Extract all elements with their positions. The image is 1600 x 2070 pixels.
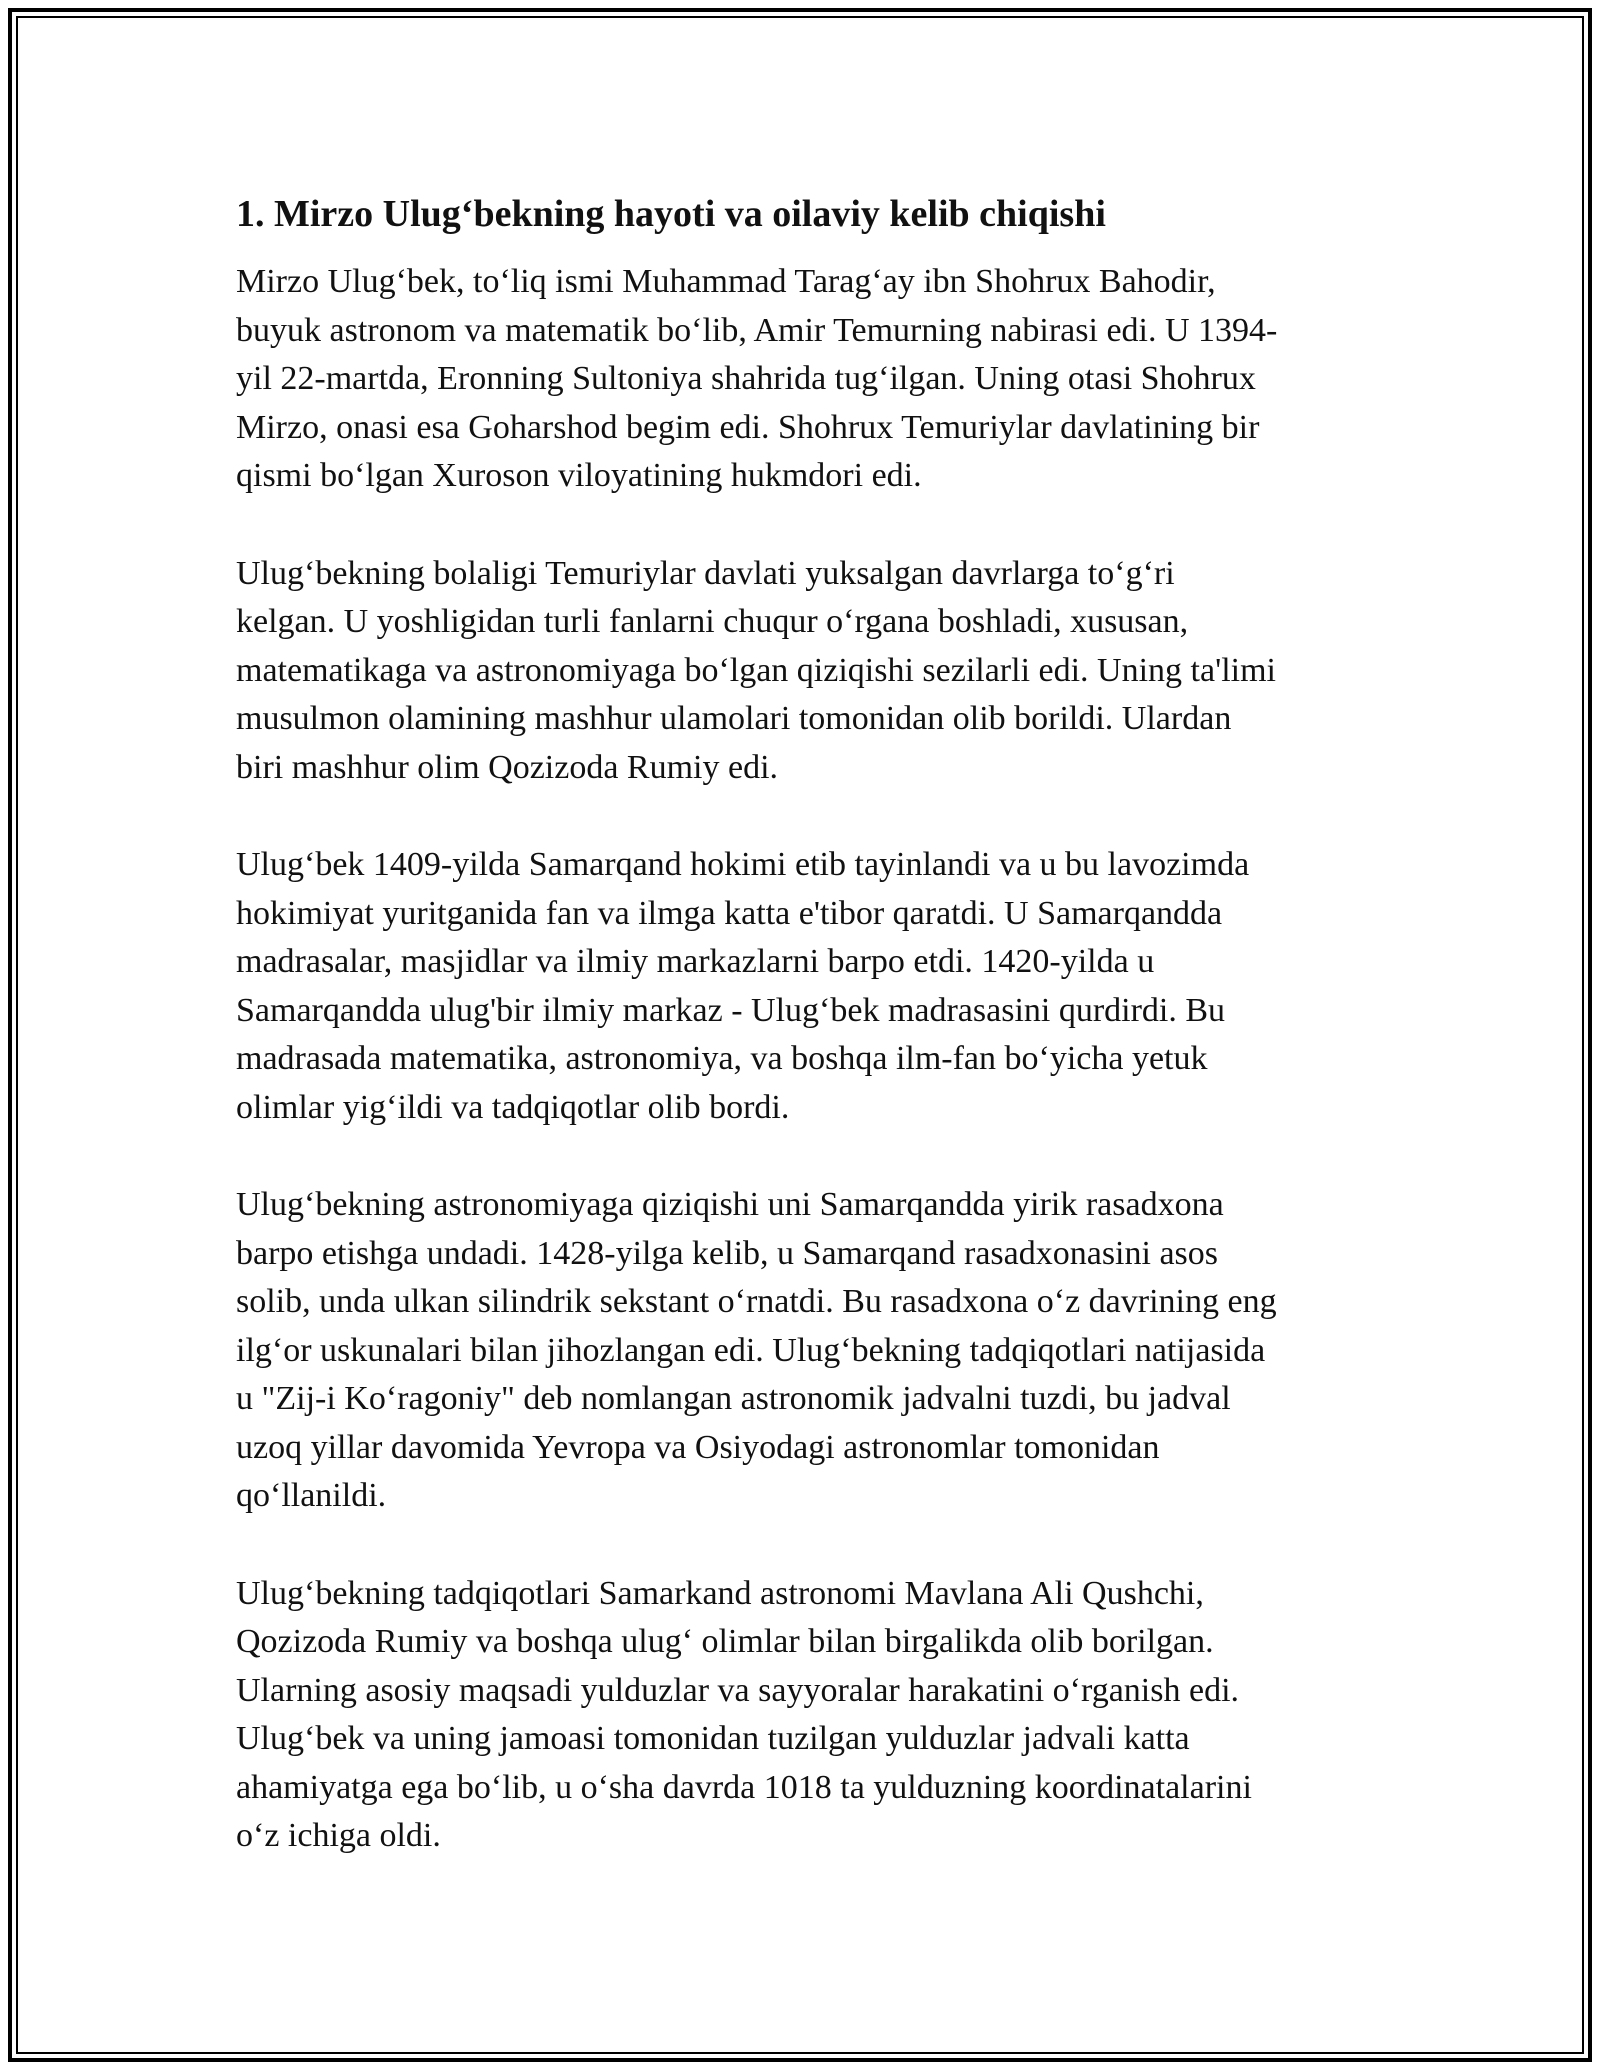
text-line: Mirzo Ulug‘bek, to‘liq ismi Muhammad Tarag‘ay ibn Shohrux Bahodir, [236,263,1216,300]
paragraph-4 [236,1181,1376,1521]
text-line: hokimiyat yuritganida fan va ilmga katta e'tibor qaratdi. U Samarqandda [236,894,1223,932]
text-line: ahamiyatga ega bo‘lib, u o‘sha davrda 1018 ta yulduzning koordinatalarini [236,1768,1252,1806]
text-line: madrasada matematika, astronomiya, va boshqa ilm-fan bo‘yicha yetuk [236,1040,1208,1077]
text-line: ilg‘or uskunalari bilan jihozlangan edi. Ulug‘bekning tadqiqotlari natijasida [236,1331,1266,1369]
text-line: o‘z ichiga oldi. [236,1817,441,1854]
text-line: Ularning asosiy maqsadi yulduzlar va sayyoralar harakatini o‘rganish edi. [236,1671,1240,1709]
text-line: buyuk astronom va matematik bo‘lib, Amir Temurning nabirasi edi. U 1394- [236,311,1278,349]
paragraph-2 [236,550,1376,793]
paragraph-1 [236,258,1376,501]
text-line: matematikaga va astronomiyaga bo‘lgan qiziqishi sezilarli edi. Uning ta'limi [236,651,1277,689]
paragraph-3 [236,841,1376,1132]
document-page [236,188,1376,1910]
text-line: barpo etishga undadi. 1428-yilga kelib, u Samarqand rasadxonasini asos [236,1234,1218,1272]
text-line: Ulug‘bekning bolaligi Temuriylar davlati yuksalgan davrlarga to‘g‘ri [236,554,1175,592]
paragraph-5 [236,1570,1376,1861]
text-line: u "Zij-i Ko‘ragoniy" deb nomlangan astronomik jadvalni tuzdi, bu jadval [236,1380,1231,1417]
text-line: yil 22-martda, Eronning Sultoniya shahrida tug‘ilgan. Uning otasi Shohrux [236,360,1256,397]
section-title: 1. Mirzo Ulug‘bekning hayoti va oilaviy kelib chiqishi [236,193,1106,235]
text-line: Samarqandda ulug'bir ilmiy markaz - Ulug‘bek madrasasini qurdirdi. Bu [236,991,1226,1029]
text-line: Qozizoda Rumiy va boshqa ulug‘ olimlar bilan birgalikda olib borilgan. [236,1623,1214,1660]
text-line: Ulug‘bekning tadqiqotlari Samarkand astronomi Mavlana Ali Qushchi, [236,1574,1204,1612]
text-line: madrasalar, masjidlar va ilmiy markazlarni barpo etdi. 1420-yilda u [236,943,1155,980]
text-line: Ulug‘bekning astronomiyaga qiziqishi uni Samarqandda yirik rasadxona [236,1186,1224,1223]
text-line: biri mashhur olim Qozizoda Rumiy edi. [236,748,779,786]
text-line: solib, unda ulkan silindrik sekstant o‘rnatdi. Bu rasadxona o‘z davrining eng [236,1283,1277,1320]
text-line: qismi bo‘lgan Xuroson viloyatining hukmdori edi. [236,457,922,494]
text-line: olimlar yig‘ildi va tadqiqotlar olib bordi. [236,1088,790,1126]
text-line: Ulug‘bek 1409-yilda Samarqand hokimi etib tayinlandi va u bu lavozimda [236,846,1250,883]
text-line: qo‘llanildi. [236,1477,387,1514]
text-line: musulmon olamining mashhur ulamolari tomonidan olib borildi. Ulardan [236,700,1232,737]
text-line: kelgan. U yoshligidan turli fanlarni chuqur o‘rgana boshladi, xususan, [236,603,1189,640]
text-line: uzoq yillar davomida Yevropa va Osiyodagi astronomlar tomonidan [236,1428,1160,1466]
text-line: Mirzo, onasi esa Goharshod begim edi. Shohrux Temuriylar davlatining bir [236,408,1260,446]
text-line: Ulug‘bek va uning jamoasi tomonidan tuzilgan yulduzlar jadvali katta [236,1720,1190,1757]
